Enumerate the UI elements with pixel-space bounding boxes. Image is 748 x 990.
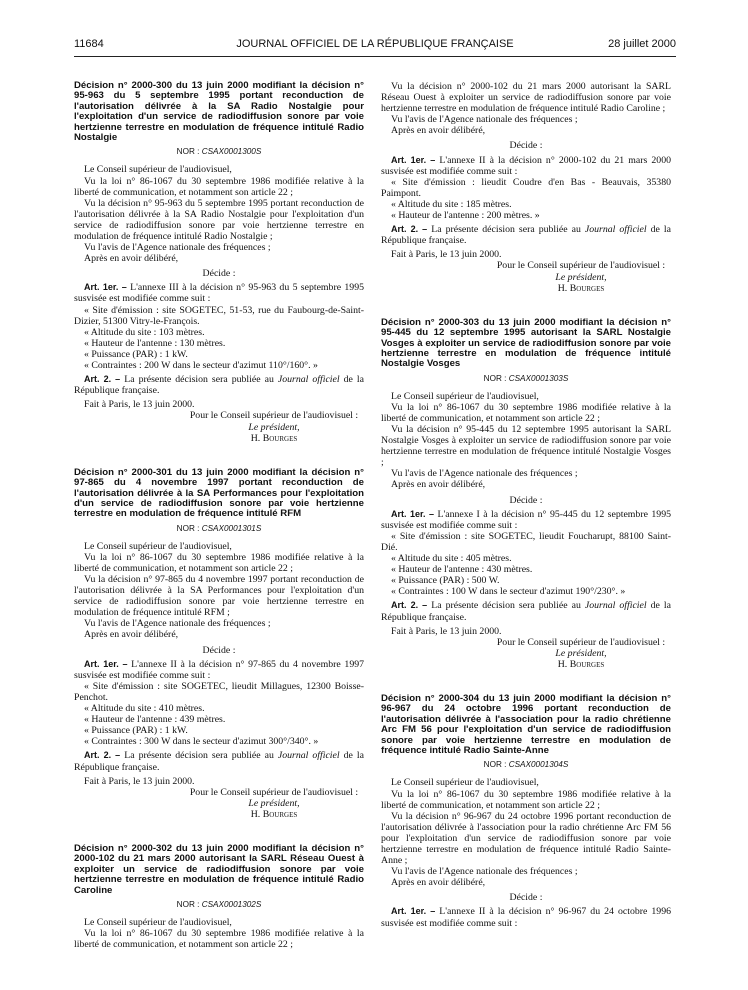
- article-text: L'annexe III à la décision n° 95-963 du 5 septembre 1995 susvisée est modifiée comme suit :: [74, 282, 364, 305]
- nor-reference: [74, 524, 364, 533]
- annex-item: « Contraintes : 300 W dans le secteur d'azimut 300°/340°. »: [84, 736, 319, 748]
- signature-line: Pour le Conseil supérieur de l'audiovisuel :: [189, 410, 359, 422]
- intro-paragraph: Vu la décision n° 96-967 du 24 octobre 1996 portant reconduction de l'autorisation délivrée à l'association pour la radio chrétienne Arc FM 56 pour l'exploitation d'un service de radiodiffusion sonore par voie hertzienne terrestre en modulation de fréquence intitulé Radio Sainte-Anne ;: [381, 810, 671, 867]
- intro-paragraph: Vu la loi n° 86-1067 du 30 septembre 1986 modifiée relative à la liberté de communication, et notamment son article 22 ;: [74, 928, 364, 951]
- decide-heading: Décide :: [202, 644, 236, 656]
- article-text-end: de la République française.: [74, 374, 364, 397]
- article-2: [74, 750, 364, 772]
- intro-paragraph: Vu la loi n° 86-1067 du 30 septembre 1986 modifiée relative à la liberté de communication, et notamment son article 22 ;: [381, 401, 671, 424]
- intro-paragraph: Vu la loi n° 86-1067 du 30 septembre 1986 modifiée relative à la liberté de communication, et notamment son article 22 ;: [381, 788, 671, 811]
- signature-line: Pour le Conseil supérieur de l'audiovisuel :: [189, 786, 359, 798]
- article-text: La présente décision sera publiée au: [431, 224, 581, 236]
- signature-block: [491, 637, 671, 670]
- article-1: [74, 282, 364, 304]
- annex-item: « Contraintes : 200 W dans le secteur d'azimut 110°/160°. »: [84, 360, 318, 372]
- publication-date: 28 juillet 2000: [608, 38, 676, 50]
- nor-reference: [381, 374, 671, 383]
- article-label: Art. 1er. –: [84, 282, 127, 293]
- intro-paragraph: Vu la loi n° 86-1067 du 30 septembre 1986 modifiée relative à la liberté de communication, et notamment son article 22 ;: [74, 551, 364, 574]
- intro-paragraph: Vu la décision n° 95-445 du 12 septembre 1995 autorisant la SARL Nostalgie Vosges à exploiter un service de radiodiffusion sonore par voie hertzienne terrestre en modulation de fréquence intitulé Nostalgie Vosges ;: [381, 424, 671, 469]
- intro-paragraph: Le Conseil supérieur de l'audiovisuel,: [84, 917, 232, 928]
- annex-item: « Puissance (PAR) : 1 kW.: [84, 348, 188, 360]
- signature-role: Le président,: [555, 647, 607, 659]
- annex-item: « Altitude du site : 103 mètres.: [84, 326, 205, 338]
- intro-paragraph: Vu la décision n° 97-865 du 4 novembre 1997 portant reconduction de l'autorisation délivrée à la SA Performances pour l'exploitation d'un service de radiodiffusion sonore par voie hertzienne terrestre en modulation de fréquence intitulé RFM ;: [74, 574, 364, 619]
- nor-label: NOR :: [176, 523, 200, 533]
- done-at: Fait à Paris, le 13 juin 2000.: [391, 625, 502, 637]
- article-text: L'annexe II à la décision n° 96-967 du 24 octobre 1996 susvisée est modifiée comme suit :: [381, 906, 672, 929]
- signature-name: H. Bourges: [557, 658, 605, 670]
- journal-officiel-ref: Journal officiel: [584, 600, 647, 612]
- decide-heading: Décide :: [509, 494, 543, 506]
- article-text: La présente décision sera publiée au: [124, 750, 274, 762]
- article-2: [381, 600, 671, 622]
- nor-code: CSAX0001300S: [201, 147, 262, 157]
- nor-code: CSAX0001301S: [201, 523, 262, 533]
- signature-role: Le président,: [248, 797, 300, 809]
- journal-officiel-ref: Journal officiel: [277, 374, 340, 386]
- intro-paragraph: Le Conseil supérieur de l'audiovisuel,: [84, 164, 232, 176]
- decide-heading: Décide :: [202, 268, 236, 280]
- annex-item: « Site d'émission : lieudit Coudre d'en Bas - Beauvais, 35380 Paimpont.: [381, 176, 671, 199]
- article-text: La présente décision sera publiée au: [124, 374, 274, 386]
- annex-item: « Hauteur de l'antenne : 200 mètres. »: [391, 210, 540, 222]
- nor-label: NOR :: [483, 373, 507, 383]
- decision-2000-301: [74, 468, 364, 820]
- article-label: Art. 2. –: [84, 374, 121, 385]
- done-at: Fait à Paris, le 13 juin 2000.: [391, 249, 502, 261]
- page-header: [74, 38, 676, 54]
- intro-paragraph: Après en avoir délibéré,: [391, 125, 486, 137]
- signature-block: [184, 787, 364, 820]
- decide-heading: Décide :: [509, 140, 543, 152]
- annex-item: « Hauteur de l'antenne : 439 mètres.: [84, 714, 226, 726]
- signature-role: Le président,: [248, 421, 300, 433]
- signature-role: Le président,: [555, 271, 607, 283]
- intro-paragraph: Vu la loi n° 86-1067 du 30 septembre 1986 modifiée relative à la liberté de communication, et notamment son article 22 ;: [74, 175, 364, 198]
- article-label: Art. 2. –: [84, 750, 121, 761]
- nor-code: CSAX0001302S: [201, 900, 262, 909]
- decision-title: Décision n° 2000-304 du 13 juin 2000 modifiant la décision n° 96-967 du 24 octobre 1996 portant reconduction de l'autorisation délivrée à l'association pour la radio chrétienne Arc FM 56 pour l'exploitation d'un service de radiodiffusion sonore par voie hertzienne terrestre en modulation de fréquence intitulé Radio Sainte-Anne: [381, 692, 671, 756]
- intro-paragraph: Après en avoir délibéré,: [84, 629, 179, 641]
- article-text: La présente décision sera publiée au: [431, 600, 581, 612]
- annex-item: « Site d'émission : site SOGETEC, lieudit Foucharupt, 88100 Saint-Dié.: [381, 530, 671, 553]
- intro-paragraph: Après en avoir délibéré,: [84, 253, 179, 265]
- signature-name: H. Bourges: [250, 432, 298, 444]
- article-label: Art. 1er. –: [391, 906, 436, 917]
- decision-2000-304: [381, 694, 671, 929]
- signature-line: Pour le Conseil supérieur de l'audiovisuel :: [496, 636, 666, 648]
- decision-2000-300: [74, 81, 364, 444]
- annex-item: « Puissance (PAR) : 1 kW.: [84, 725, 188, 737]
- article-label: Art. 2. –: [391, 600, 428, 611]
- decision-title: Décision n° 2000-303 du 13 juin 2000 modifiant la décision n° 95-445 du 12 septembre 1995 autorisant la SARL Nostalgie Vosges à exploiter un service de radiodiffusion sonore par voie hertzienne terrestre en modulation de fréquence intitulé Nostalgie Vosges: [381, 316, 671, 370]
- intro-paragraph: Vu l'avis de l'Agence nationale des fréquences ;: [84, 618, 271, 630]
- nor-reference: [381, 760, 671, 769]
- decision-title: Décision n° 2000-301 du 13 juin 2000 modifiant la décision n° 97-865 du 4 novembre 1997 portant reconduction de l'autorisation délivrée à la SA Performances pour l'exploitation d'un service de radiodiffusion sonore par voie hertzienne terrestre en modulation de fréquence intitulé RFM: [74, 466, 364, 520]
- signature-line: Pour le Conseil supérieur de l'audiovisuel :: [496, 260, 666, 272]
- intro-paragraph: Le Conseil supérieur de l'audiovisuel,: [391, 390, 539, 402]
- nor-reference: [74, 900, 364, 909]
- intro-paragraph: Le Conseil supérieur de l'audiovisuel,: [391, 777, 539, 789]
- nor-code: CSAX0001304S: [508, 760, 569, 770]
- decision-title: Décision n° 2000-300 du 13 juin 2000 modifiant la décision n° 95-963 du 5 septembre 1995 portant reconduction de l'autorisation délivrée à la SA Radio Nostalgie pour l'exploitation d'un service de radiodiffusion sonore par voie hertzienne terrestre en modulation de fréquence intitulé Radio Nostalgie: [74, 80, 364, 144]
- page-number: 11684: [74, 38, 104, 50]
- article-1: [381, 509, 671, 531]
- intro-paragraph: Vu l'avis de l'Agence nationale des fréquences ;: [84, 242, 271, 254]
- decision-2000-303: [381, 318, 671, 670]
- intro-paragraph: Après en avoir délibéré,: [391, 479, 486, 491]
- article-text: L'annexe I à la décision n° 95-445 du 12 septembre 1995 susvisée est modifiée comme suit :: [381, 508, 671, 531]
- intro-paragraph: Vu l'avis de l'Agence nationale des fréquences ;: [391, 866, 578, 878]
- article-2: [381, 224, 671, 246]
- journal-officiel-ref: Journal officiel: [277, 750, 340, 762]
- right-column: [381, 81, 671, 929]
- annex-item: « Altitude du site : 405 mètres.: [391, 553, 512, 565]
- intro-paragraph: Le Conseil supérieur de l'audiovisuel,: [84, 540, 232, 552]
- article-text: L'annexe II à la décision n° 2000-102 du 21 mars 2000 susvisée est modifiée comme suit :: [381, 154, 671, 177]
- nor-label: NOR :: [176, 147, 200, 157]
- annex-item: « Site d'émission : site SOGETEC, lieudit Millagues, 12300 Boisse-Penchot.: [74, 680, 364, 703]
- left-column: [74, 81, 364, 950]
- intro-paragraph: Vu l'avis de l'Agence nationale des fréquences ;: [391, 468, 578, 480]
- article-2: [74, 374, 364, 396]
- annex-item: « Puissance (PAR) : 500 W.: [391, 575, 500, 587]
- annex-item: « Altitude du site : 410 mètres.: [84, 703, 205, 715]
- article-1: [74, 659, 364, 681]
- decision-2000-302-continued: [381, 81, 671, 294]
- annex-item: « Altitude du site : 185 mètres.: [391, 198, 512, 210]
- signature-block: [491, 260, 671, 293]
- intro-paragraph: Vu l'avis de l'Agence nationale des fréquences ;: [391, 114, 578, 126]
- annex-item: « Site d'émission : site SOGETEC, 51-53, rue du Faubourg-de-Saint-Dizier, 51300 Vitry-le-François.: [74, 304, 364, 327]
- journal-officiel-ref: Journal officiel: [584, 224, 647, 236]
- signature-block: [184, 410, 364, 443]
- decision-2000-302: [74, 844, 364, 950]
- article-text-end: de la République française.: [74, 750, 364, 773]
- article-text-end: de la République française.: [381, 600, 671, 623]
- done-at: Fait à Paris, le 13 juin 2000.: [84, 399, 195, 411]
- signature-name: H. Bourges: [250, 808, 298, 820]
- article-text: L'annexe II à la décision n° 97-865 du 4 novembre 1997 susvisée est modifiée comme suit :: [74, 658, 365, 681]
- article-label: Art. 1er. –: [391, 154, 436, 165]
- done-at: Fait à Paris, le 13 juin 2000.: [84, 775, 195, 787]
- intro-paragraph: Après en avoir délibéré,: [391, 877, 486, 889]
- article-label: Art. 2. –: [391, 224, 428, 235]
- article-1: [381, 906, 671, 928]
- intro-paragraph: Vu la décision n° 2000-102 du 21 mars 2000 autorisant la SARL Réseau Ouest à exploiter un service de radiodiffusion sonore par voie hertzienne terrestre en modulation de fréquence intitulé Radio Caroline ;: [381, 81, 671, 115]
- annex-item: « Hauteur de l'antenne : 430 mètres.: [391, 564, 533, 576]
- journal-title: JOURNAL OFFICIEL DE LA RÉPUBLIQUE FRANÇAISE: [236, 38, 514, 50]
- nor-code: CSAX0001303S: [508, 373, 569, 383]
- decision-title: Décision n° 2000-302 du 13 juin 2000 modifiant la décision n° 2000-102 du 21 mars 2000 autorisant la SARL Réseau Ouest à exploiter un service de radiodiffusion sonore par voie hertzienne terrestre en modulation de fréquence intitulé Radio Caroline: [74, 842, 364, 896]
- article-label: Art. 1er. –: [391, 508, 435, 519]
- article-text-end: de la République française.: [381, 224, 671, 247]
- header-rule: [74, 56, 676, 57]
- decide-heading: Décide :: [509, 892, 543, 904]
- annex-item: « Hauteur de l'antenne : 130 mètres.: [84, 337, 226, 349]
- annex-item: « Contraintes : 100 W dans le secteur d'azimut 190°/230°. »: [391, 586, 626, 598]
- article-1: [381, 155, 671, 177]
- article-label: Art. 1er. –: [84, 658, 128, 669]
- nor-reference: [74, 147, 364, 156]
- signature-name: H. Bourges: [557, 282, 605, 294]
- nor-label: NOR :: [483, 760, 507, 770]
- intro-paragraph: Vu la décision n° 95-963 du 5 septembre 1995 portant reconduction de l'autorisation délivrée à la SA Radio Nostalgie pour l'exploitation d'un service de radiodiffusion sonore par voie hertzienne terrestre en modulation de fréquence intitulé Radio Nostalgie ;: [74, 197, 364, 242]
- nor-label: NOR :: [176, 900, 200, 909]
